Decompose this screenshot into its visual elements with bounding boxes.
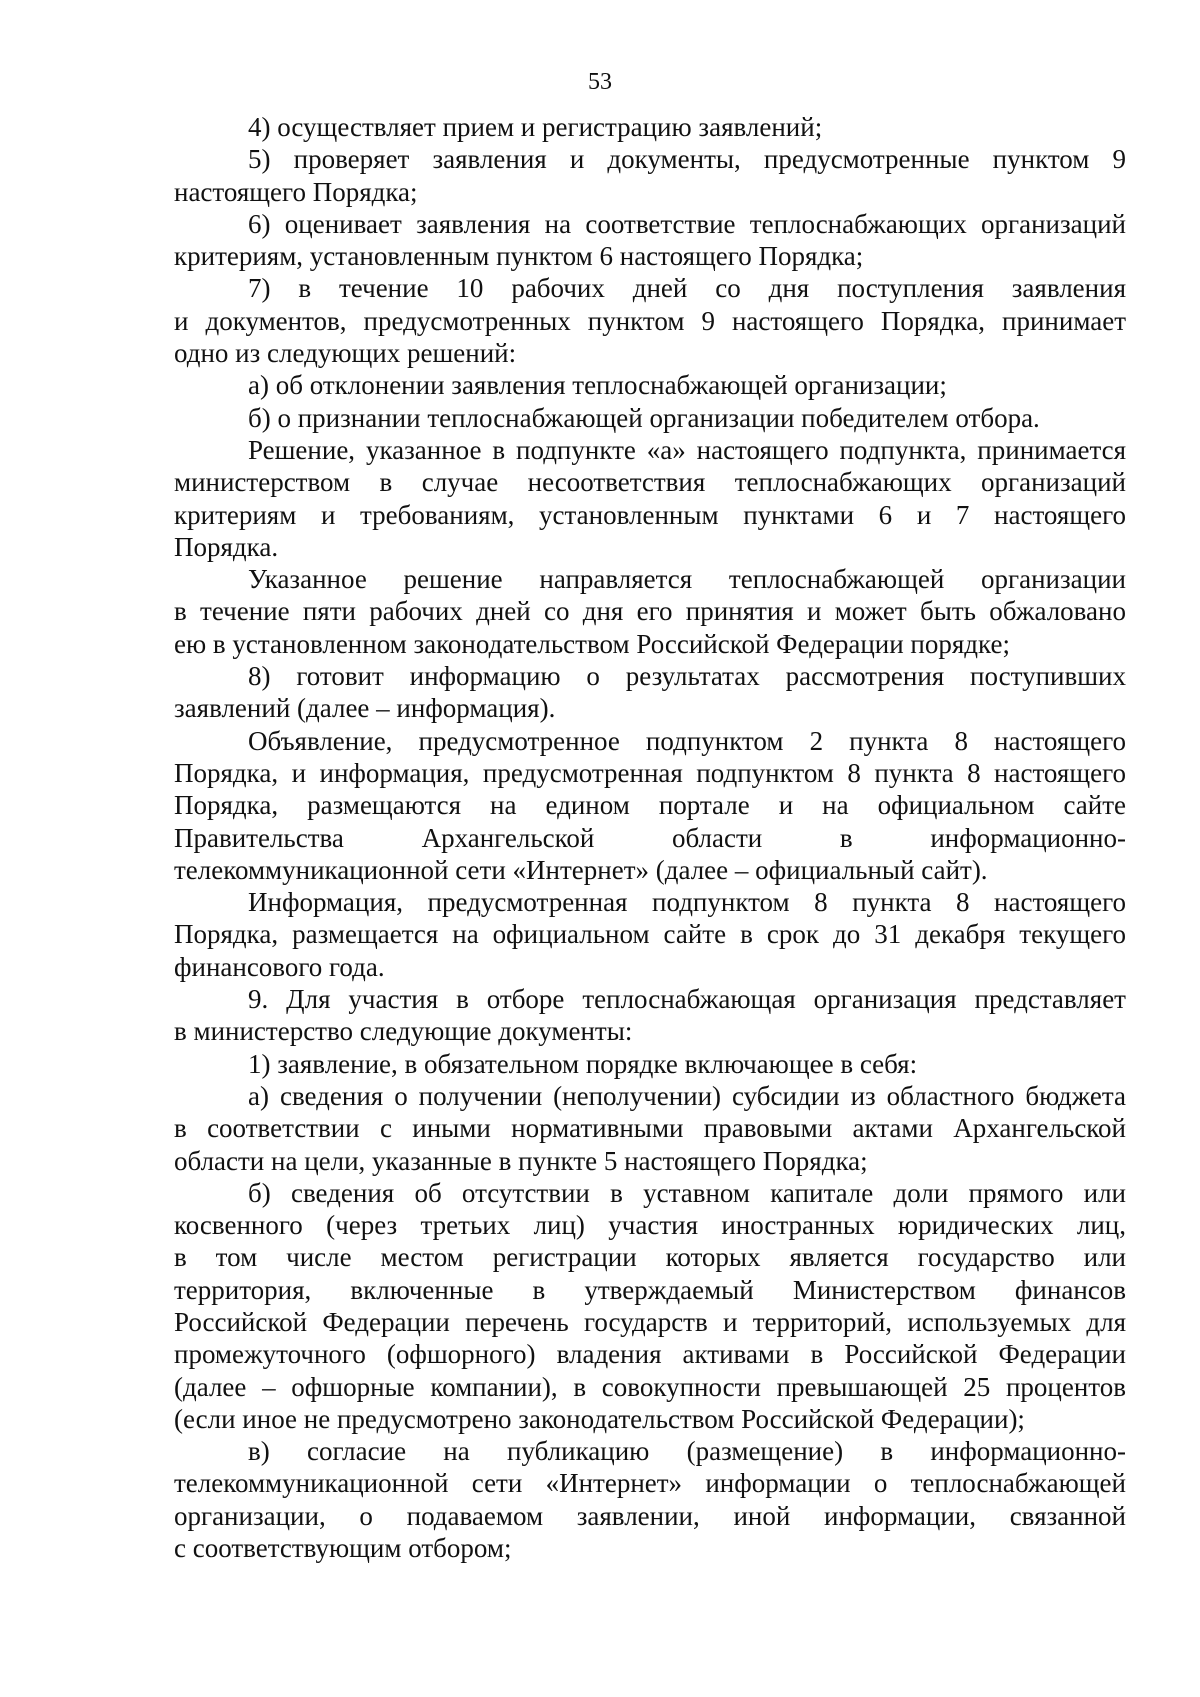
text-line: критериям и требованиям, установленным пунктами 6 и 7 настоящего <box>174 499 1126 530</box>
text-line: Порядка. <box>174 531 279 562</box>
paragraph <box>174 1177 1126 1435</box>
text-line: Указанное решение направляется теплоснабжающей организации <box>248 564 1126 595</box>
text-line: (если иное не предусмотрено законодательством Российской Федерации); <box>174 1403 1025 1434</box>
text-line: б) о признании теплоснабжающей организации победителем отбора. <box>248 402 1040 433</box>
text-line: территория, включенные в утверждаемый Министерством финансов <box>174 1274 1126 1305</box>
text-line: 6) оценивает заявления на соответствие теплоснабжающих организаций <box>248 208 1126 239</box>
paragraph <box>174 208 1126 273</box>
text-line: министерством в случае несоответствия теплоснабжающих организаций <box>174 467 1126 498</box>
text-line: Решение, указанное в подпункте «а» настоящего подпункта, принимается <box>248 434 1126 465</box>
paragraph <box>174 369 1126 401</box>
text-line: 5) проверяет заявления и документы, предусмотренные пунктом 9 <box>248 144 1126 175</box>
text-line: одно из следующих решений: <box>174 338 517 369</box>
text-line: косвенного (через третьих лиц) участия иностранных юридических лиц, <box>174 1210 1126 1241</box>
text-line: 1) заявление, в обязательном порядке включающее в себя: <box>248 1048 918 1079</box>
text-line: Правительства Архангельской области в информационно- <box>174 822 1126 853</box>
text-line: 8) готовит информацию о результатах рассмотрения поступивших <box>248 661 1126 692</box>
paragraph <box>174 1048 1126 1080</box>
paragraph <box>174 1435 1126 1564</box>
text-line: Информация, предусмотренная подпунктом 8 пункта 8 настоящего <box>248 887 1126 918</box>
text-line: в) согласие на публикацию (размещение) в информационно- <box>248 1436 1126 1467</box>
text-line: ею в установленном законодательством Российской Федерации порядке; <box>174 628 1010 659</box>
paragraph <box>174 402 1126 434</box>
text-line: Порядка, размещаются на едином портале и на официальном сайте <box>174 790 1126 821</box>
text-line: Порядка, размещается на официальном сайте в срок до 31 декабря текущего <box>174 919 1126 950</box>
text-line: Российской Федерации перечень государств и территорий, используемых для <box>174 1306 1126 1337</box>
text-line: Объявление, предусмотренное подпунктом 2 пункта 8 настоящего <box>248 725 1126 756</box>
text-line: а) сведения о получении (неполучении) субсидии из областного бюджета <box>248 1080 1126 1111</box>
text-line: а) об отклонении заявления теплоснабжающей организации; <box>248 370 947 401</box>
paragraph <box>174 272 1126 369</box>
text-line: 4) осуществляет прием и регистрацию заявлений; <box>248 112 823 142</box>
paragraph <box>174 143 1126 208</box>
paragraph <box>174 563 1126 660</box>
text-line: телекоммуникационной сети «Интернет» информации о теплоснабжающей <box>174 1468 1126 1499</box>
text-line: и документов, предусмотренных пунктом 9 настоящего Порядка, принимает <box>174 305 1126 336</box>
text-line: области на цели, указанные в пункте 5 настоящего Порядка; <box>174 1145 868 1176</box>
text-line: финансового года. <box>174 951 385 982</box>
text-line: телекоммуникационной сети «Интернет» (далее – официальный сайт). <box>174 854 988 885</box>
text-line: промежуточного (офшорного) владения активами в Российской Федерации <box>174 1339 1126 1370</box>
paragraph <box>174 660 1126 725</box>
paragraph <box>174 886 1126 983</box>
paragraph <box>174 1080 1126 1177</box>
paragraph <box>174 725 1126 886</box>
text-line: в министерство следующие документы: <box>174 1016 633 1047</box>
paragraph <box>174 111 1126 143</box>
text-line: с соответствующим отбором; <box>174 1533 512 1564</box>
text-line: 7) в течение 10 рабочих дней со дня поступления заявления <box>248 273 1126 304</box>
paragraph <box>174 434 1126 563</box>
text-line: организации, о подаваемом заявлении, иной информации, связанной <box>174 1500 1126 1531</box>
page-number: 53 <box>588 69 612 95</box>
text-line: (далее – офшорные компании), в совокупности превышающей 25 процентов <box>174 1371 1126 1402</box>
text-line: в соответствии с иными нормативными правовыми актами Архангельской <box>174 1113 1126 1144</box>
text-line: Порядка, и информация, предусмотренная подпунктом 8 пункта 8 настоящего <box>174 757 1126 788</box>
text-line: заявлений (далее – информация). <box>174 693 556 724</box>
text-line: настоящего Порядка; <box>174 176 418 207</box>
paragraph <box>174 983 1126 1048</box>
document-body <box>174 111 1126 1564</box>
text-line: 9. Для участия в отборе теплоснабжающая организация представляет <box>248 984 1126 1015</box>
text-line: б) сведения об отсутствии в уставном капитале доли прямого или <box>248 1177 1126 1208</box>
text-line: в течение пяти рабочих дней со дня его принятия и может быть обжаловано <box>174 596 1126 627</box>
text-line: в том числе местом регистрации которых является государство или <box>174 1242 1126 1273</box>
text-line: критериям, установленным пунктом 6 настоящего Порядка; <box>174 241 864 272</box>
